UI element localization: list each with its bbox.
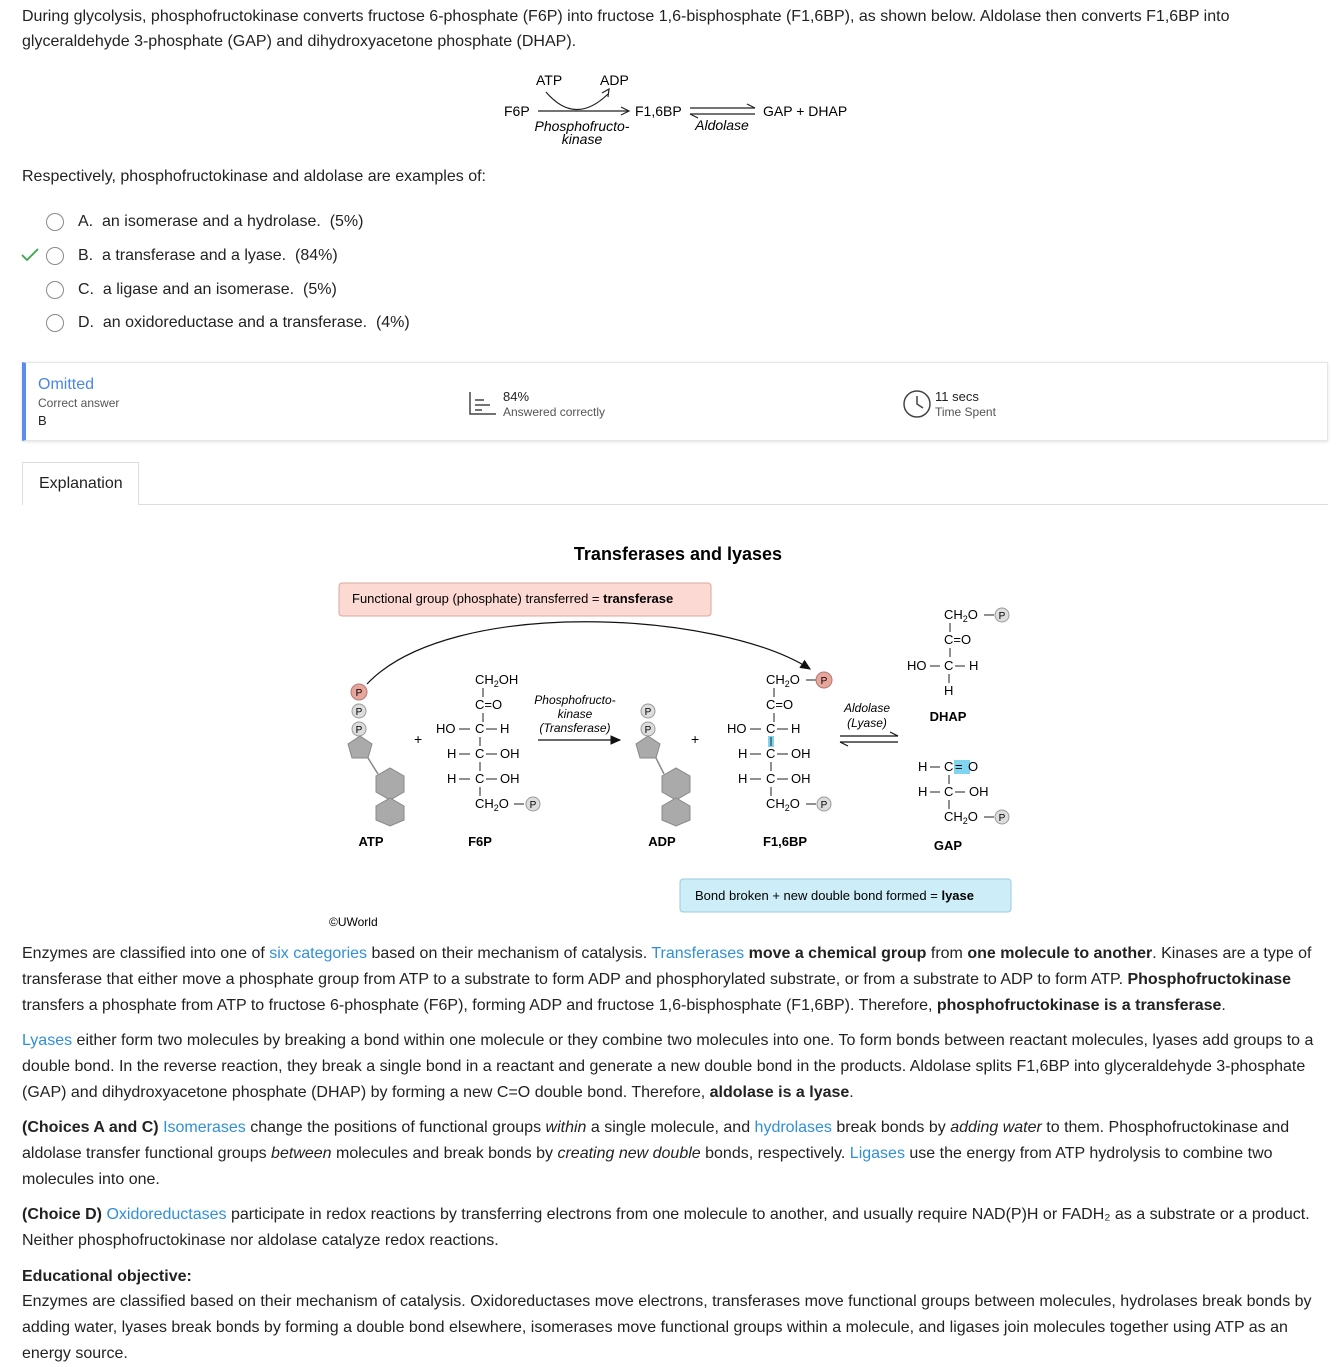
svg-text:HO: HO: [727, 721, 747, 736]
transferase-box-label: [352, 591, 673, 606]
correct-answer-value: B: [38, 413, 47, 428]
percent-correct-label: Answered correctly: [503, 405, 606, 419]
link-six-categories[interactable]: six categories: [269, 945, 368, 962]
rxn-products: GAP + DHAP: [763, 103, 848, 119]
svg-text:C: C: [475, 746, 485, 761]
svg-text:H: H: [738, 771, 748, 786]
stats-panel: [22, 362, 1328, 441]
choice-percent: (5%): [303, 281, 337, 298]
dhap-phosphate: P: [998, 611, 1006, 622]
label-dhap: DHAP: [929, 709, 967, 724]
copyright: ©UWorld: [329, 915, 378, 929]
question-stem: During glycolysis, phosphofructokinase converts fructose 6-phosphate (F6P) into fructose 1,6-bisphosphate (F1,6BP), as shown below. Aldolase then converts F1,6BP into glyceraldehyde 3-phosphate (GAP) and dihydroxyacetone phosphate (DHAP).: [22, 8, 1230, 50]
label-gap: GAP: [933, 838, 963, 853]
radio-icon[interactable]: [46, 247, 64, 265]
explanation-paragraph-1: Enzymes are classified into one of six categories based on their mechanism of catalysis. Transferases move a chemical group from one molecule to another. Kinases are a type of transferase that either move a phosphate group from ATP to a substrate to form ADP and phosphorylated substrate, or from a substrate to ADP to form ATP. Phosphofructokinase transfers a phosphate from ATP to fructose 6-phosphate (F6P), forming ADP and fructose 1,6-bisphosphate (F1,6BP). Therefore, phosphofructokinase is a transferase.: [22, 945, 1312, 1014]
svg-text:H: H: [918, 759, 928, 774]
choice-text: an oxidoreductase and a transferase.: [102, 314, 368, 331]
lyase-box-pre: Bond broken + new double bond formed =: [695, 888, 942, 903]
atp-phosphate-3: P: [355, 725, 363, 736]
svg-text:CH2O: $CH_2O$: [944, 607, 978, 624]
status-omitted: Omitted: [38, 376, 95, 393]
explanation-paragraph-2: Lyases either form two molecules by breaking a bond within one molecule or they combine two molecules into one. To form bonds between reactant molecules, lyases add groups to a double bond. In the reverse reaction, they break a single bond in a reactant and generate a new double bond in the products. Aldolase splits F1,6BP into glyceraldehyde 3-phosphate (GAP) and dihydroxyacetone phosphate (DHAP) by forming a new C=O double bond. Therefore, aldolase is a lyase.: [22, 1032, 1314, 1101]
choice-text: a transferase and a lyase.: [102, 247, 287, 264]
clock-icon: [902, 389, 932, 419]
label-f6p: F6P: [468, 834, 492, 849]
explanation-paragraph-4: (Choice D) Oxidoreductases participate in redox reactions by transferring electrons from one molecule to another, and usually require NAD(P)H or FADH₂ as a substrate or a product. Neither phosphofructokinase nor aldolase catalyze redox reactions.: [22, 1206, 1310, 1249]
choice-a[interactable]: [46, 210, 363, 234]
svg-text:OH: OH: [969, 784, 989, 799]
svg-text:CH2O: $CH_2O$: [766, 672, 800, 689]
choice-b[interactable]: [46, 244, 338, 268]
percent-correct: 84%: [503, 389, 530, 404]
svg-text:C: C: [766, 746, 776, 761]
svg-text:C: C: [475, 771, 485, 786]
choice-percent: (84%): [295, 247, 338, 264]
choice-letter: A.: [78, 213, 94, 230]
objective-title: Educational objective:: [22, 1268, 192, 1285]
svg-text:C=O: C=O: [475, 697, 503, 712]
link-lyases[interactable]: Lyases: [22, 1032, 73, 1049]
svg-text:CH2O: $CH_2O$: [475, 796, 509, 813]
svg-text:H: H: [500, 721, 510, 736]
choice-c[interactable]: [46, 278, 337, 302]
figure-title: Transferases and lyases: [573, 544, 783, 564]
svg-text:C: C: [766, 771, 776, 786]
rxn-enzyme1-l2: kinase: [561, 131, 603, 147]
svg-text:H: H: [738, 746, 748, 761]
rxn-f16bp: F1,6BP: [635, 103, 682, 119]
adp-phosphate-1: P: [644, 707, 652, 718]
link-ligases[interactable]: Ligases: [849, 1145, 905, 1162]
atp-phosphate-1: P: [355, 688, 363, 699]
svg-text:C: C: [944, 784, 954, 799]
choice-letter: D.: [78, 314, 94, 331]
svg-text:H: H: [944, 683, 954, 698]
svg-text:H: H: [447, 771, 457, 786]
transferase-box-pre: Functional group (phosphate) transferred =: [352, 591, 604, 606]
radio-icon[interactable]: [46, 213, 64, 231]
fig-enzyme1-l3: (Transferase): [539, 721, 611, 735]
svg-text:OH: OH: [791, 746, 811, 761]
choice-percent: (5%): [329, 213, 364, 230]
objective-text: Enzymes are classified based on their mechanism of catalysis. Oxidoreductases move electrons, transferases move functional groups between molecules, hydrolases break bonds by adding water, lyases break bonds by forming a double bond elsewhere, isomerases move functional groups within a molecule, and ligases join molecules together using ATP as an energy source.: [22, 1293, 1312, 1362]
fig-enzyme2-l2: (Lyase): [847, 716, 887, 730]
lyase-box-label: [695, 888, 974, 903]
svg-text:C: C: [475, 721, 485, 736]
label-f16bp: F1,6BP: [762, 834, 808, 849]
svg-text:+: +: [414, 731, 423, 747]
rxn-atp: ATP: [536, 72, 563, 88]
time-spent: 11 secs: [935, 389, 979, 404]
transferase-box-bold: transferase: [603, 591, 674, 606]
svg-text:+: +: [691, 731, 700, 747]
svg-text:CH2O: $CH_2O$: [944, 809, 978, 826]
f16bp-phosphate-1: P: [820, 676, 828, 687]
choice-text: an isomerase and a hydrolase.: [102, 213, 321, 230]
svg-text:OH: OH: [791, 771, 811, 786]
link-oxidoreductases[interactable]: Oxidoreductases: [106, 1206, 227, 1223]
radio-icon[interactable]: [46, 314, 64, 332]
explanation-paragraph-3: (Choices A and C) Isomerases change the positions of functional groups within a single molecule, and hydrolases break bonds by adding water to them. Phosphofructokinase and aldolase transfer functional groups between molecules and break bonds by creating new double bonds, respectively. Ligases use the energy from ATP hydrolysis to combine two molecules into one.: [22, 1119, 1290, 1188]
svg-text:H: H: [791, 721, 801, 736]
svg-text:C=O: C=O: [766, 697, 794, 712]
svg-text:O: O: [968, 759, 979, 774]
svg-text:CH2OH: $CH_2OH$: [475, 672, 519, 689]
link-isomerases[interactable]: Isomerases: [163, 1119, 246, 1136]
tab-explanation[interactable]: Explanation: [22, 462, 139, 505]
chart-bars-icon: [468, 390, 498, 416]
svg-text:C=O: C=O: [944, 632, 972, 647]
radio-icon[interactable]: [46, 281, 64, 299]
choice-letter: B.: [78, 247, 94, 264]
svg-text:C: C: [766, 721, 776, 736]
label-adp: ADP: [648, 834, 676, 849]
svg-text:C: C: [944, 658, 954, 673]
svg-text:H: H: [918, 784, 928, 799]
rxn-adp: ADP: [600, 72, 629, 88]
svg-text:C: C: [944, 759, 954, 774]
link-transferases[interactable]: Transferases: [651, 945, 745, 962]
lyase-box-bold: lyase: [941, 888, 975, 903]
rxn-f6p: F6P: [504, 103, 530, 119]
svg-text:OH: OH: [500, 771, 520, 786]
link-hydrolases[interactable]: hydrolases: [754, 1119, 832, 1136]
correct-answer-label: Correct answer: [38, 396, 120, 410]
reaction-scheme: [490, 68, 870, 154]
fig-enzyme1-l1: Phosphofructo-: [534, 693, 616, 707]
svg-text:HO: HO: [436, 721, 456, 736]
fig-enzyme1-l2: kinase: [557, 707, 593, 721]
svg-text:HO: HO: [907, 658, 927, 673]
gap-phosphate: P: [998, 813, 1006, 824]
tab-divider: [22, 504, 1328, 505]
atp-phosphate-2: P: [355, 707, 363, 718]
correct-check-icon: [20, 247, 40, 263]
adp-phosphate-2: P: [644, 725, 652, 736]
choice-letter: C.: [78, 281, 94, 298]
time-spent-label: Time Spent: [935, 405, 996, 419]
question-prompt: Respectively, phosphofructokinase and aldolase are examples of:: [22, 168, 486, 185]
svg-text:H: H: [447, 746, 457, 761]
svg-text:OH: OH: [500, 746, 520, 761]
choice-percent: (4%): [375, 314, 410, 331]
f6p-phosphate: P: [529, 800, 537, 811]
choice-text: a ligase and an isomerase.: [102, 281, 295, 298]
svg-text:H: H: [969, 658, 979, 673]
choice-d[interactable]: [46, 311, 410, 335]
fig-enzyme2-l1: Aldolase: [843, 701, 891, 715]
rxn-enzyme2: Aldolase: [695, 117, 749, 133]
f16bp-phosphate-2: P: [820, 800, 828, 811]
label-atp: ATP: [358, 834, 384, 849]
explanation-figure: [320, 536, 1040, 934]
svg-text:CH2O: $CH_2O$: [766, 796, 800, 813]
svg-text:=: =: [955, 759, 963, 774]
rxn-enzyme1-l1: Phosphofructo-: [534, 118, 630, 134]
